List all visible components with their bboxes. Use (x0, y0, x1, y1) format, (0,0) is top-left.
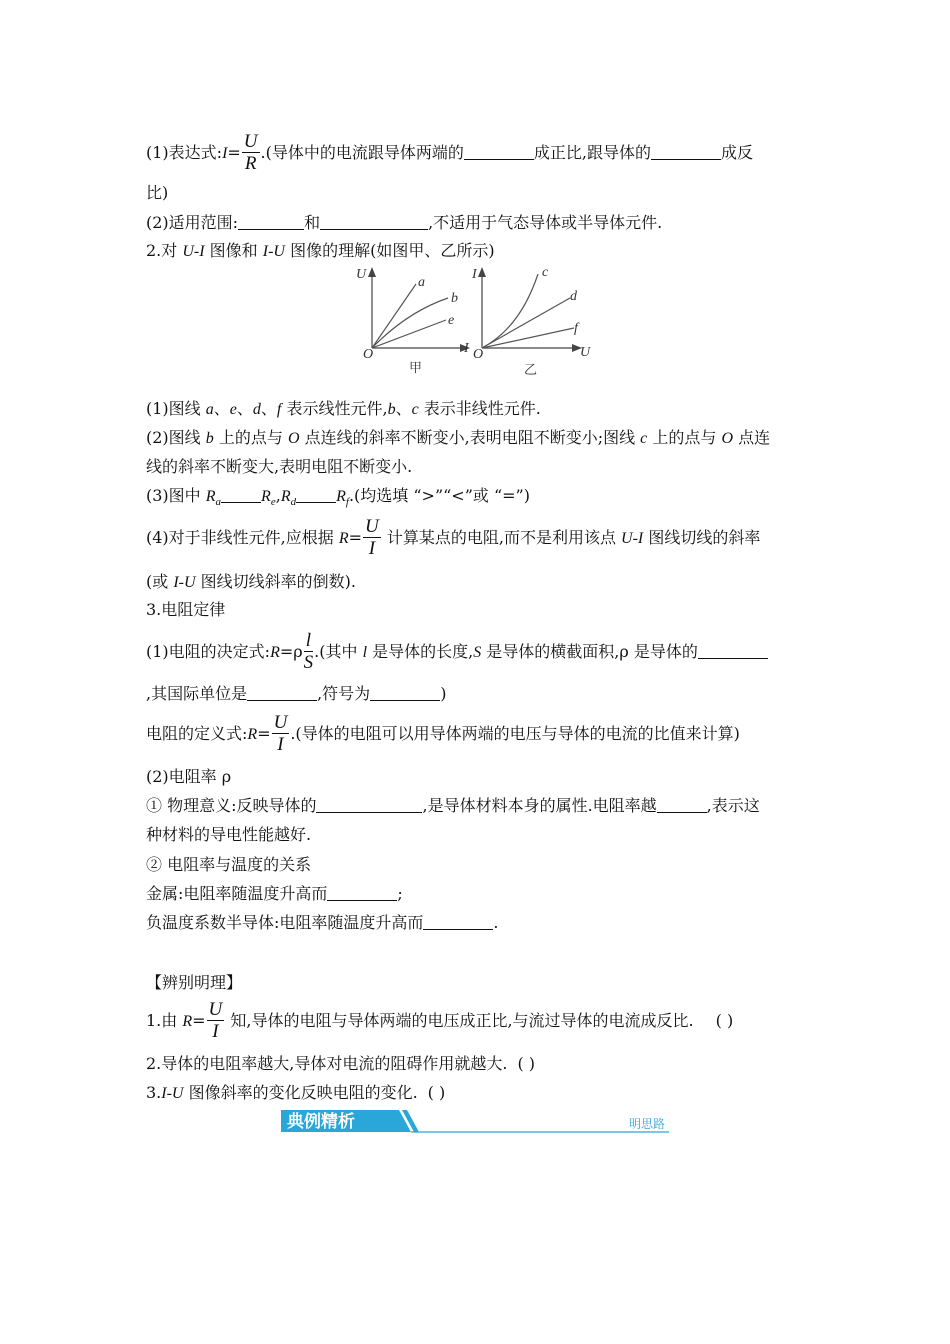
resistivity-meaning (146, 796, 760, 816)
denominator: I (212, 1021, 219, 1042)
denominator: S (303, 652, 314, 673)
text: 2.导体的电阻率越大,导体对电流的阻碍作用就越大. (146, 1054, 508, 1073)
var: U-I (182, 243, 205, 260)
judge-question-1 (146, 1000, 733, 1043)
metal-line (146, 884, 403, 904)
origin-label: O (363, 347, 374, 362)
text: (1)图线 (146, 399, 206, 418)
text-line: 比) (146, 183, 169, 202)
resistivity-heading: (2)电阻率 ρ (146, 767, 232, 786)
var: O (721, 430, 734, 447)
text: 点连线的斜率不断变小,表明电阻不断变小;图线 (299, 428, 641, 447)
text: ) (440, 684, 447, 703)
fill-blank[interactable] (238, 215, 304, 230)
fraction-u-over-i (272, 713, 290, 756)
answer-paren[interactable]: ( ) (427, 1083, 446, 1102)
graph-left (356, 267, 470, 376)
axis-label-i: I (464, 341, 469, 356)
text: 知,导体的电阻与导体两端的电压成正比,与流过导体的电流成反比. (225, 1011, 694, 1030)
text: 电阻的定义式: (146, 724, 248, 743)
example-analysis-banner (281, 1108, 671, 1134)
text: = (227, 143, 241, 162)
text: . (493, 913, 499, 932)
text: ; (397, 884, 403, 903)
numerator: U (273, 712, 288, 733)
text: = (348, 528, 363, 547)
scope-line (146, 213, 662, 233)
subscript: a (215, 496, 222, 508)
text: 和 (304, 213, 321, 232)
curve-label-d: d (570, 289, 577, 304)
text: ① 物理意义:反映导体的 (146, 796, 317, 815)
text: 上的点与 (213, 428, 288, 447)
var: I-U (173, 574, 196, 591)
text: 点连 (733, 428, 771, 447)
var: b (205, 430, 214, 447)
resistance-decision-formula (146, 631, 768, 674)
var: I-U (161, 1085, 184, 1102)
fraction-u-over-r (242, 132, 260, 175)
text: 图像和 (204, 241, 263, 260)
resistance-definition-formula (146, 713, 740, 756)
denominator: I (277, 734, 284, 755)
text: ,符号为 (317, 684, 371, 703)
text: 、 (260, 399, 277, 418)
judge-question-3 (146, 1083, 445, 1104)
var-r: R (336, 488, 346, 505)
fill-blank[interactable] (423, 915, 493, 930)
var: S (473, 644, 482, 661)
text: 1.由 (146, 1011, 183, 1030)
section-3-heading: 3.电阻定律 (146, 600, 226, 619)
section-2-heading (146, 241, 495, 262)
fill-blank[interactable] (651, 145, 721, 160)
curve-f (482, 328, 574, 348)
text: (1)电阻的决定式: (146, 642, 271, 661)
unit-line (146, 684, 446, 704)
var: c (640, 430, 648, 447)
fill-blank[interactable] (316, 798, 422, 813)
text: 3. (146, 1083, 162, 1102)
y-arrow-icon (478, 267, 486, 277)
fraction-u-over-i (207, 1000, 225, 1043)
caption-jia: 甲 (409, 361, 423, 376)
curve-label-a: a (418, 275, 425, 290)
text: 2.对 (146, 241, 183, 260)
temperature-relation: ② 电阻率与温度的关系 (146, 855, 312, 874)
denominator: I (368, 538, 376, 559)
numerator: U (208, 999, 223, 1020)
var: U-I (621, 530, 644, 547)
text: = (257, 724, 271, 743)
text: 成反 (720, 143, 753, 162)
var: e (229, 401, 237, 418)
var: b (387, 401, 396, 418)
text: .(其中 (314, 642, 363, 661)
var: f (276, 401, 282, 418)
axis-label-u: U (356, 267, 367, 282)
var-r: R (261, 488, 271, 505)
text: 表示非线性元件. (418, 399, 541, 418)
curve-label-f: f (574, 321, 578, 336)
fill-blank[interactable] (698, 644, 768, 659)
text: (或 (146, 572, 174, 591)
ui-iu-graphs-figure (352, 262, 602, 382)
text: 负温度系数半导体:电阻率随温度升高而 (146, 913, 424, 932)
text-line: 线的斜率不断变大,表明电阻不断变小. (146, 457, 413, 476)
var-r: R (182, 1013, 193, 1030)
text: ,不适用于气态导体或半导体元件. (428, 213, 663, 232)
fill-blank[interactable] (247, 686, 317, 701)
fill-blank[interactable] (296, 488, 336, 503)
text: (2)图线 (146, 428, 206, 447)
text: 、 (395, 399, 412, 418)
text: = (192, 1011, 206, 1030)
text: ,其国际单位是 (146, 684, 248, 703)
text: 图像斜率的变化反映电阻的变化. (183, 1083, 418, 1102)
curve-label-e: e (448, 313, 455, 328)
var-r: R (280, 488, 291, 505)
caption-yi: 乙 (524, 363, 538, 378)
text: .(均选填 “>”“<”或 “=”) (348, 486, 530, 505)
axis-label-i: I (472, 267, 477, 282)
text: 是导体的横截面积,ρ 是导体的 (481, 642, 698, 661)
var: O (287, 430, 300, 447)
text: ,表示这 (706, 796, 760, 815)
curve-c (482, 274, 538, 348)
axis-label-u: U (580, 345, 591, 360)
text: 图线切线的斜率 (643, 528, 761, 547)
text-line: 种材料的导电性能越好. (146, 825, 312, 844)
text: 计算某点的电阻,而不是利用该点 (381, 528, 622, 547)
text: (3)图中 (146, 486, 206, 505)
banner-right-label: 明思路 (629, 1117, 666, 1131)
y-arrow-icon (368, 267, 376, 277)
text: 、 (236, 399, 253, 418)
var: l (362, 644, 368, 661)
curve-e (372, 320, 446, 348)
var-r: R (205, 488, 216, 505)
text: 上的点与 (647, 428, 722, 447)
curve-a (372, 284, 416, 348)
text: , (275, 486, 281, 505)
fill-blank[interactable] (320, 215, 428, 230)
var-r: R (270, 644, 280, 661)
subscript: d (290, 496, 297, 508)
item-compare (146, 486, 530, 512)
answer-paren[interactable]: ( ) (715, 1011, 734, 1030)
semiconductor-line (146, 913, 499, 933)
text: ,是导体材料本身的属性.电阻率越 (422, 796, 657, 815)
var-r: R (338, 530, 349, 547)
text: (1)表达式: (146, 143, 223, 162)
fill-blank[interactable] (370, 686, 440, 701)
text: 是导体的长度, (367, 642, 474, 661)
fill-blank[interactable] (327, 886, 397, 901)
fraction-u-over-i (363, 517, 381, 560)
var-i: I (222, 145, 228, 162)
text: 成正比,跟导体的 (533, 143, 651, 162)
graph-right (471, 265, 591, 378)
subscript: f (345, 496, 349, 508)
item-nonlinear-cont (146, 572, 356, 593)
text: 金属:电阻率随温度升高而 (146, 884, 328, 903)
numerator: l (304, 631, 314, 652)
text: (4)对于非线性元件,应根据 (146, 528, 339, 547)
answer-paren[interactable]: ( ) (517, 1054, 536, 1073)
item-slope (146, 428, 770, 449)
ohm-expression-line (146, 132, 753, 175)
text: 图像的理解(如图甲、乙所示) (284, 241, 495, 260)
origin-label: O (473, 347, 484, 362)
var: I-U (262, 243, 285, 260)
var: a (205, 401, 214, 418)
text: .(导体的电阻可以用导体两端的电压与导体的电流的比值来计算) (290, 724, 740, 743)
denominator: R (244, 153, 257, 174)
curve-label-c: c (542, 265, 549, 280)
curve-label-b: b (451, 291, 458, 306)
numerator: U (365, 516, 379, 537)
numerator: U (243, 131, 258, 152)
text: (2)适用范围: (146, 213, 239, 232)
fill-blank[interactable] (221, 488, 261, 503)
var-r: R (247, 726, 258, 743)
fraction-l-over-s (304, 631, 314, 674)
subscript: e (270, 496, 276, 508)
text: .(导体中的电流跟导体两端的 (260, 143, 464, 162)
var: d (252, 401, 261, 418)
item-nonlinear (146, 517, 760, 560)
judge-heading: 【辨别明理】 (146, 973, 243, 992)
text: 图线切线斜率的倒数). (195, 572, 356, 591)
text: =ρ (279, 642, 303, 661)
curve-d (482, 298, 570, 348)
text: 表示线性元件, (281, 399, 388, 418)
fill-blank[interactable] (464, 145, 534, 160)
item-linear (146, 399, 541, 420)
banner-title: 典例精析 (287, 1112, 355, 1132)
text: 、 (213, 399, 230, 418)
var: c (411, 401, 419, 418)
judge-question-2 (146, 1054, 535, 1074)
fill-blank[interactable] (657, 798, 707, 813)
